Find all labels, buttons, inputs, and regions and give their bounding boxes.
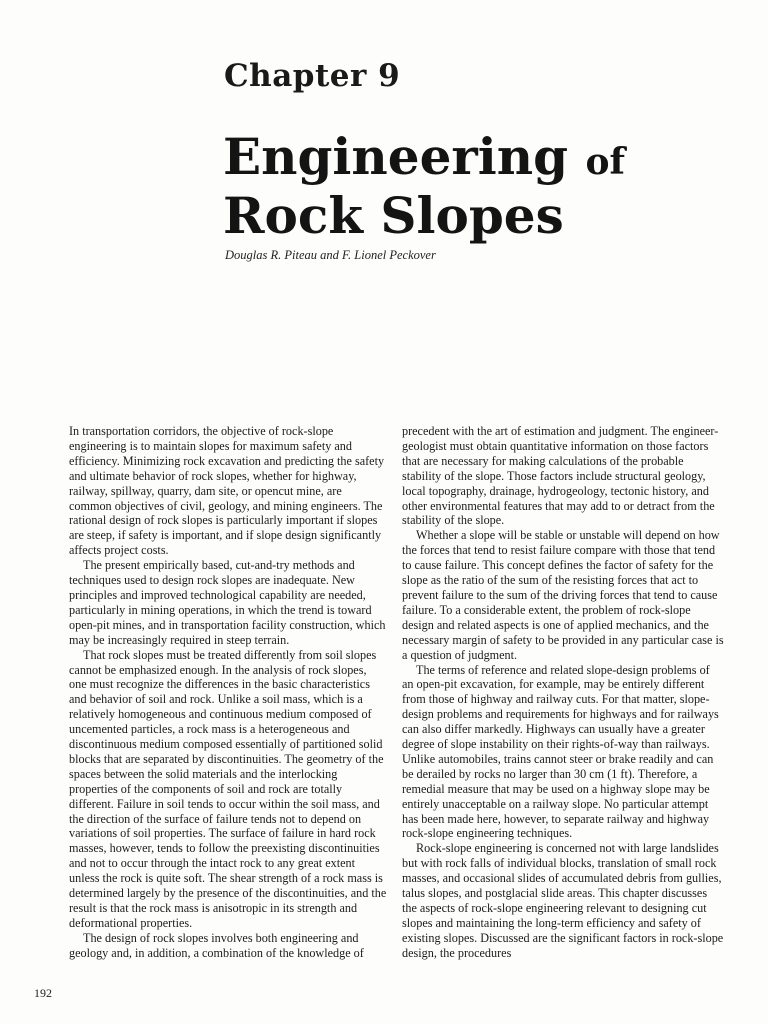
page-number: 192 xyxy=(34,986,52,1000)
paragraph: In transportation corridors, the objective of rock-slope engineering is to maintain slopes for maximum safety and efficiency. Minimizing rock excavation and predicting the safety and ultimate behavior of rock slopes, whether for highway, railway, spillway, quarry, dam site, or opencut mine, are common objectives of civil, geology, and mining engineers. The rational design of rock slopes is particularly important if slopes are steep, if safety is important, and if slope design significantly affects project costs. xyxy=(69,424,385,558)
paragraph: The design of rock slopes involves both engineering and geology and, in addition, a combination of the knowledge of xyxy=(69,930,364,960)
paragraph: The terms of reference and related slope-design problems of an open-pit excavation, for example, may be entirely different from those of highway and railway cuts. For that matter, slope-design problems and requirements for highways and for railways can also differ markedly. Highways can usually have a greater degree of slope instability on their rights-of-way than railways. Unlike automobiles, trains cannot steer or brake readily and can be derailed by rocks no larger than 30 cm (1 ft). Therefore, a remedial measure that may be used on a highway slope may be entirely unacceptable on a railway slope. No particular attempt has been made here, however, to separate railway and highway rock-slope engineering techniques. xyxy=(402,662,719,841)
chapter-authors: Douglas R. Piteau and F. Lionel Peckover xyxy=(225,248,436,262)
body-column-right xyxy=(402,424,724,961)
paragraph: Rock-slope engineering is concerned not with large landslides but with rock falls of individual blocks, translation of small rock masses, and occasional slides of accumulated debris from gullies, talus slopes, and postglacial slide areas. This chapter discusses the aspects of rock-slope engineering relevant to designing cut slopes and maintaining the long-term efficiency and safety of existing slopes. Discussed are the significant factors in rock-slope design, the procedures xyxy=(402,841,724,960)
chapter-title-line-2: Rock Slopes xyxy=(223,186,564,245)
chapter-title-word-of: of xyxy=(585,141,625,183)
body-column-left xyxy=(69,424,387,961)
paragraph: Whether a slope will be stable or unstable will depend on how the forces that tend to resist failure compare with those that tend to cause failure. This concept defines the factor of safety for the slope as the ratio of the sum of the resisting forces that act to prevent failure to the sum of the driving forces that tend to cause failure. To a considerable extent, the problem of rock-slope design and related aspects is one of applied mechanics, and the necessary margin of safety to be provided in any particular case is a question of judgment. xyxy=(402,528,724,662)
paragraph: precedent with the art of estimation and judgment. The engineer-geologist must obtain quantitative information on those factors that are necessary for making calculations of the probable stability of the slope. Those factors include structural geology, local topography, drainage, hydrogeology, tectonic history, and other environmental features that may add to or detract from the stability of the slope. xyxy=(402,424,719,528)
chapter-title-word-engineering: Engineering xyxy=(223,127,569,186)
chapter-title xyxy=(223,127,743,245)
paragraph: That rock slopes must be treated differently from soil slopes cannot be emphasized enough. In the analysis of rock slopes, one must recognize the differences in the basic characteristics and behavior of soil and rock. Unlike a soil mass, which is a relatively homogeneous and continuous medium composed of uncemented particles, a rock mass is a heterogeneous and discontinuous medium composed essentially of partitioned solid blocks that are separated by discontinuities. The geometry of the spaces between the solid materials and the interlocking properties of the components of soil and rock are totally different. Failure in soil tends to occur within the soil mass, and the direction of the surface of failure tends not to depend on variations of soil properties. The surface of failure in hard rock masses, however, tends to follow the preexisting discontinuities and not to occur through the intact rock to any great extent unless the rock is quite soft. The shear strength of a rock mass is determined largely by the presence of the discontinuities, and the result is that the rock mass is anisotropic in its strength and deformational properties. xyxy=(69,647,387,930)
chapter-label: Chapter 9 xyxy=(224,58,401,94)
chapter-title-line-1 xyxy=(223,127,743,189)
paragraph: The present empirically based, cut-and-try methods and techniques used to design rock slopes are inadequate. New principles and improved technological capability are needed, particularly in mining operations, in which the trend is toward open-pit mines, and in transportation facility construction, which may be increasingly required in steep terrain. xyxy=(69,558,386,647)
